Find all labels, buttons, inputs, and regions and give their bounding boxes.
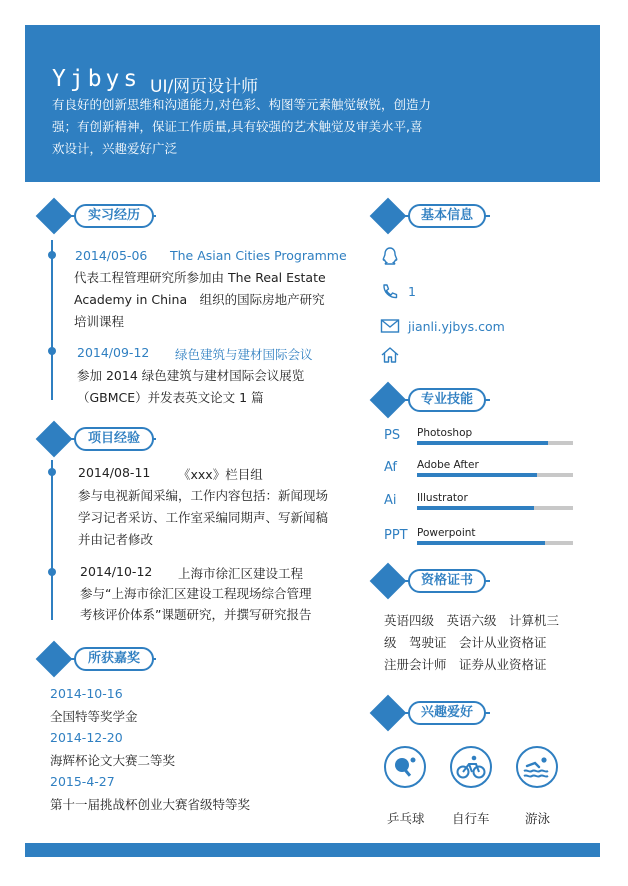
section-header-awards: [36, 647, 336, 671]
section-title: 基本信息: [408, 204, 486, 228]
diamond-icon: [36, 421, 73, 458]
internship-desc-line: （GBMCE）并发表英文论文 1 篇: [77, 390, 264, 405]
section-header-basic-info: [370, 204, 600, 228]
award-title: 全国特等奖学金: [50, 709, 138, 724]
skill-abbr: PS: [384, 428, 401, 443]
project-org: 上海市徐汇区建设工程: [178, 566, 304, 581]
job-title: UI/网页设计师: [150, 77, 259, 97]
award-date: 2014-12-20: [50, 730, 123, 745]
timeline-dot: [48, 347, 56, 355]
skill-name: Powerpoint: [417, 527, 476, 539]
section-title: 兴趣爱好: [408, 701, 486, 725]
home-icon: [380, 345, 400, 365]
project-desc-line: 学习记者采访、工作室采编同期声、写新闻稿: [78, 510, 329, 525]
skill-bar-track: [417, 441, 573, 445]
skill-bar-track: [417, 506, 573, 510]
internship-desc-line: 培训课程: [74, 314, 125, 329]
award-date: 2014-10-16: [50, 686, 123, 701]
project-date: 2014/08-11: [78, 465, 151, 480]
phone-value: 1: [408, 284, 416, 299]
hobby-label: 乒乓球: [387, 811, 425, 826]
diamond-icon: [36, 198, 73, 235]
project-desc-line: 考核评价体系”课题研究，并撰写研究报告: [80, 607, 312, 622]
skill-abbr: Af: [384, 460, 398, 475]
skill-bar-fill: [417, 441, 548, 445]
candidate-name: Yjbys: [52, 66, 142, 92]
swimming-icon: [518, 748, 556, 786]
section-header-projects: [36, 427, 336, 451]
diamond-icon: [36, 641, 73, 678]
hobby-label: 自行车: [452, 811, 490, 826]
mail-icon: [380, 316, 400, 336]
diamond-icon: [370, 198, 407, 235]
certificates-line: 级 驾驶证 会计从业资格证: [384, 635, 547, 650]
diamond-icon: [370, 563, 407, 600]
skill-bar-track: [417, 541, 573, 545]
summary-text: 有良好的创新思维和沟通能力,对色彩、构图等元素触觉敏锐，创造力强；有创新精神，保证工作质量,具有较强的艺术触觉及审美水平,喜欢设计，兴趣爱好广泛: [52, 97, 431, 156]
project-org: 《xxx》栏目组: [178, 467, 263, 482]
award-title: 第十一届挑战杯创业大赛省级特等奖: [50, 797, 251, 812]
certificates-line: 英语四级 英语六级 计算机三: [384, 613, 560, 628]
section-title: 所获嘉奖: [74, 647, 154, 671]
internship-desc-line: 参加 2014 绿色建筑与建材国际会议展览: [77, 368, 305, 383]
internship-date: 2014/09-12: [77, 345, 150, 360]
timeline-line: [51, 240, 53, 400]
internship-desc-line: Academy in China 组织的国际房地产研究: [74, 292, 325, 307]
section-title: 项目经验: [74, 427, 154, 451]
hobby-badge: [450, 746, 492, 788]
award-title: 海辉杯论文大赛二等奖: [50, 753, 176, 768]
certificates-line: 注册会计师 证券从业资格证: [384, 657, 547, 672]
section-header-certificates: [370, 569, 600, 593]
skill-abbr: PPT: [384, 528, 408, 543]
footer-bar: [25, 843, 600, 857]
section-header-skills: [370, 388, 600, 412]
skill-abbr: Ai: [384, 493, 397, 508]
diamond-icon: [370, 695, 407, 732]
skill-name: Adobe After: [417, 459, 479, 471]
timeline-dot: [48, 251, 56, 259]
phone-icon: [380, 282, 400, 302]
skill-bar-fill: [417, 541, 545, 545]
award-date: 2015-4-27: [50, 774, 115, 789]
email-link[interactable]: jianli.yjbys.com: [408, 319, 505, 334]
skill-name: Illustrator: [417, 492, 468, 504]
section-title: 资格证书: [408, 569, 486, 593]
internship-org: The Asian Cities Programme: [170, 248, 347, 263]
project-desc-line: 参与“上海市徐汇区建设工程现场综合管理: [80, 586, 312, 601]
skill-bar-fill: [417, 506, 534, 510]
timeline-line: [51, 460, 53, 620]
internship-org: 绿色建筑与建材国际会议: [175, 347, 313, 362]
skill-bar-track: [417, 473, 573, 477]
bicycle-icon: [452, 748, 490, 786]
project-date: 2014/10-12: [80, 564, 153, 579]
project-desc-line: 参与电视新闻采编，工作内容包括：新闻现场: [78, 488, 329, 503]
ping-pong-icon: [386, 748, 424, 786]
section-header-internship: [36, 204, 336, 228]
diamond-icon: [370, 382, 407, 419]
qq-icon: [380, 246, 400, 266]
section-title: 专业技能: [408, 388, 486, 412]
internship-desc-line: 代表工程管理研究所参加由 The Real Estate: [74, 270, 326, 285]
skill-name: Photoshop: [417, 427, 473, 439]
section-title: 实习经历: [74, 204, 154, 228]
hobby-badge: [516, 746, 558, 788]
skill-bar-fill: [417, 473, 537, 477]
section-header-hobbies: [370, 701, 600, 725]
hobby-badge: [384, 746, 426, 788]
timeline-dot: [48, 568, 56, 576]
internship-date: 2014/05-06: [75, 248, 148, 263]
timeline-dot: [48, 468, 56, 476]
hobby-label: 游泳: [525, 811, 551, 826]
project-desc-line: 并由记者修改: [78, 532, 154, 547]
